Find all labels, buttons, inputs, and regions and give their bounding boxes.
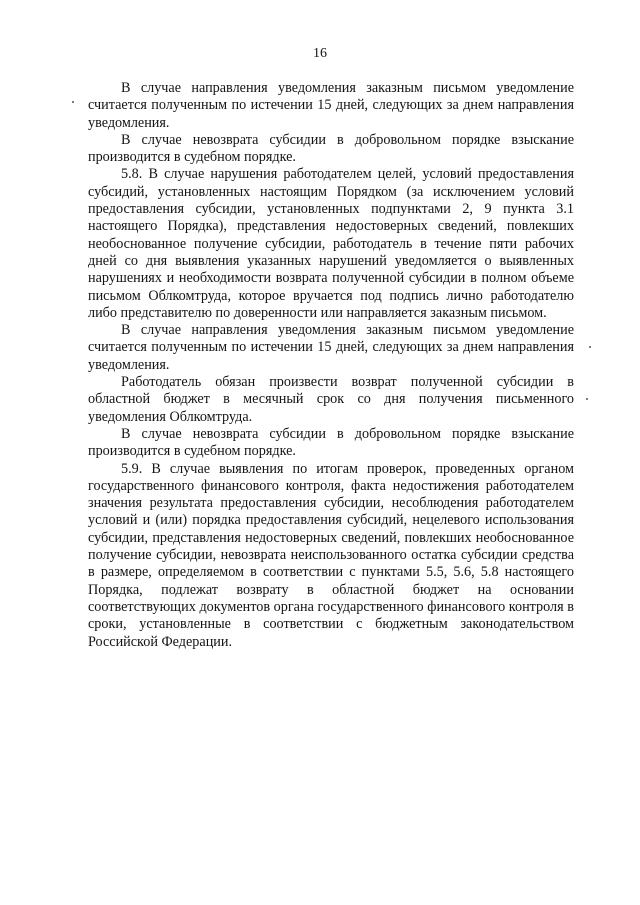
paragraph-notice-received: В случае направления уведомления заказным письмом уведомление считается полученным по истечении 15 дней, следующих за днем направления уведомления.	[88, 80, 574, 131]
page-number: 16	[313, 46, 327, 61]
scan-speck	[586, 398, 588, 400]
scan-speck	[72, 101, 74, 103]
paragraph-clause-5-8: 5.8. В случае нарушения работодателем целей, условий предоставления субсидий, установленных настоящим Порядком (за исключением условий предоставления субсидии, установленных подпунктами 2, 9 пункта 3.1 настоящего Порядка), представления недостоверных сведений, повлекших необоснованное получение субсидии, работодатель в течение пяти рабочих дней со дня выявления указанных нарушений уведомляется о выявленных нарушениях и необходимости возврата полученной субсидии в полном объеме письмом Облкомтруда, которое вручается под подпись лично работодателю либо представителю по доверенности или направляется заказным письмом.	[88, 166, 574, 321]
paragraph-court-recovery-repeat: В случае невозврата субсидии в добровольном порядке взыскание производится в судебном порядке.	[88, 425, 574, 460]
document-body	[88, 80, 574, 651]
paragraph-clause-5-9: 5.9. В случае выявления по итогам проверок, проведенных органом государственного финансового контроля, факта недостижения работодателем значения результата предоставления субсидии, несоблюдения работодателем условий и (или) порядка предоставления субсидий, нецелевого использования субсидии, представления недостоверных сведений, повлекших необоснованное получение субсидии, невозврата неиспользованного остатка субсидии средства в размере, определяемом в соответствии с пунктами 5.5, 5.6, 5.8 настоящего Порядка, подлежат возврату в областной бюджет на основании соответствующих документов органа государственного финансового контроля в сроки, установленные в соответствии с бюджетным законодательством Российской Федерации.	[88, 460, 574, 650]
paragraph-notice-received-repeat: В случае направления уведомления заказным письмом уведомление считается полученным по истечении 15 дней, следующих за днем направления уведомления.	[88, 322, 574, 373]
scan-speck	[589, 346, 591, 348]
paragraph-employer-refund: Работодатель обязан произвести возврат полученной субсидии в областной бюджет в месячный срок со дня получения письменного уведомления Облкомтруда.	[88, 374, 574, 425]
paragraph-court-recovery: В случае невозврата субсидии в добровольном порядке взыскание производится в судебном порядке.	[88, 131, 574, 166]
